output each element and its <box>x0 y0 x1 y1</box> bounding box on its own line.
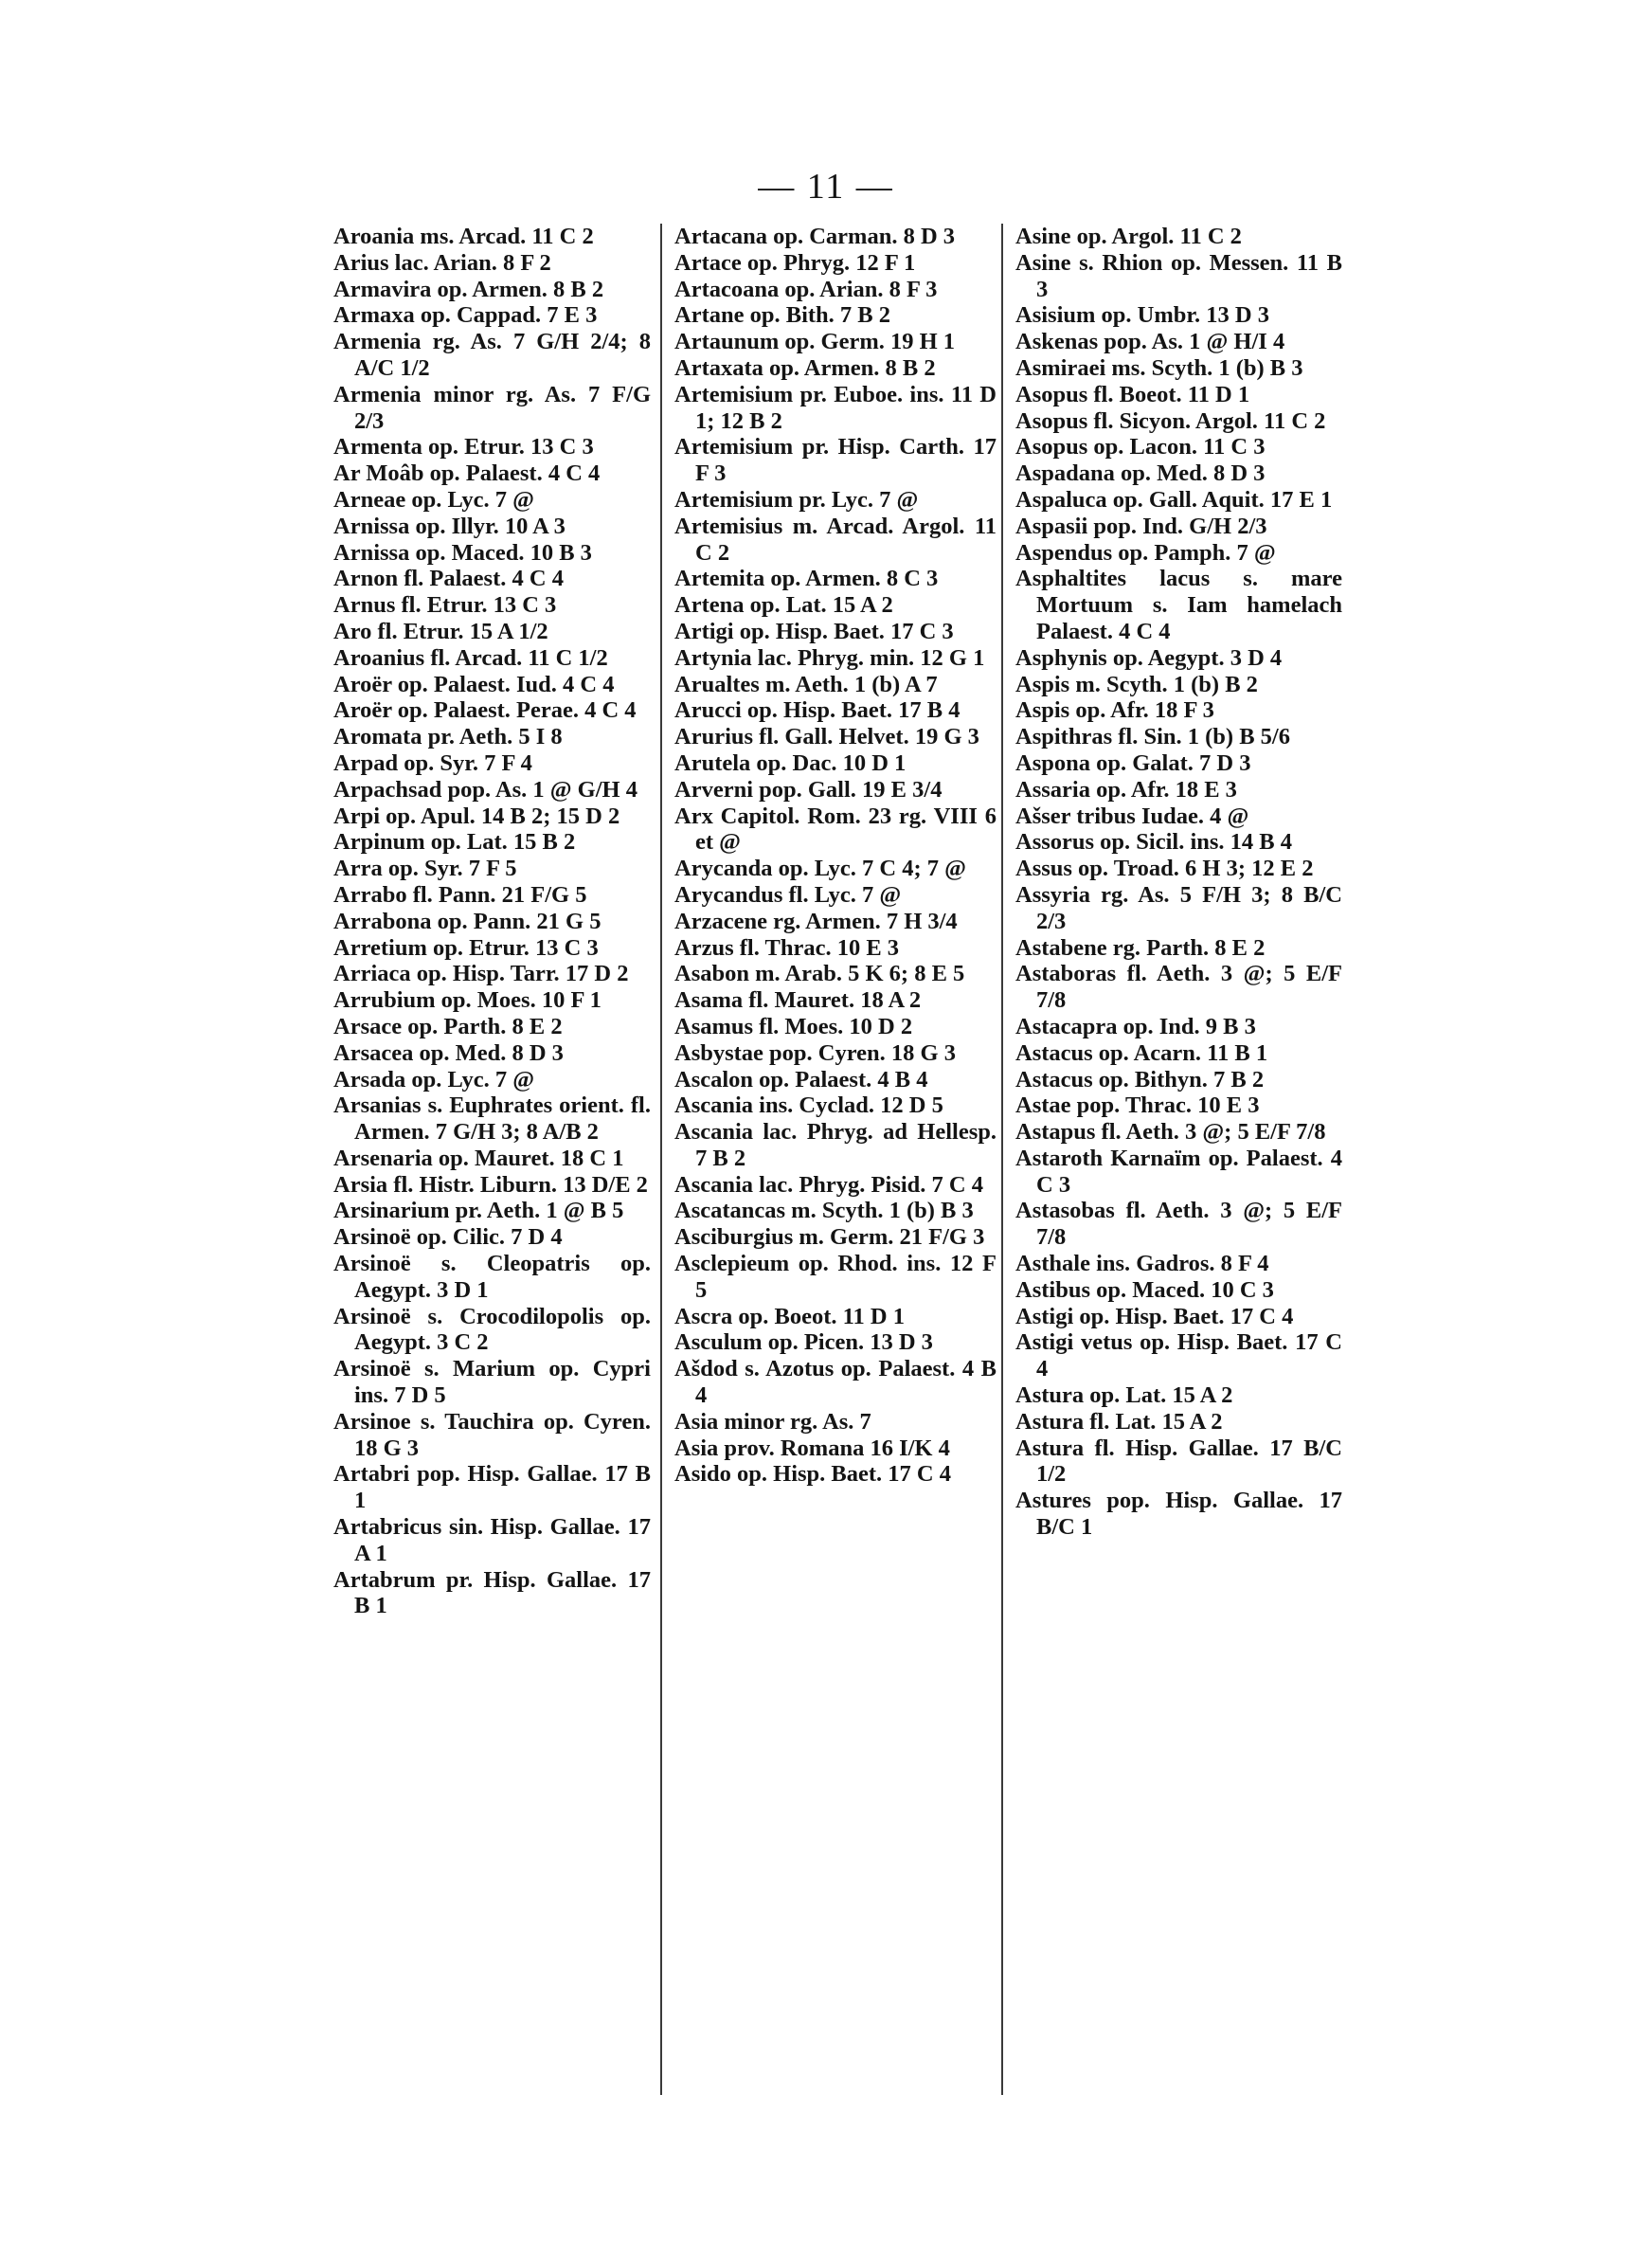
index-entry: Arsada op. Lyc. 7 @ <box>333 1066 535 1092</box>
index-entry: Aspasii pop. Ind. G/H 2/3 <box>1015 513 1267 539</box>
index-entry: Arverni pop. Gall. 19 E 3/4 <box>674 776 943 803</box>
index-entry: Arra op. Syr. 7 F 5 <box>333 856 517 882</box>
column-divider-1 <box>660 224 662 2095</box>
index-entry: Arrabo fl. Pann. 21 F/G 5 <box>333 881 587 908</box>
index-entry: Asopus fl. Sicyon. Argol. 11 C 2 <box>1015 407 1326 434</box>
index-entry: Artabri pop. Hisp. Gallae. 17 B 1 <box>333 1461 651 1514</box>
index-entry: Ascania ins. Cyclad. 12 D 5 <box>674 1092 943 1119</box>
index-entry: Asamus fl. Moes. 10 D 2 <box>674 1013 913 1039</box>
index-entry: Astabene rg. Parth. 8 E 2 <box>1015 934 1266 961</box>
index-entry: Arpinum op. Lat. 15 B 2 <box>333 829 576 856</box>
index-entry: Astigi op. Hisp. Baet. 17 C 4 <box>1015 1303 1294 1329</box>
index-entry: Aromata pr. Aeth. 5 I 8 <box>333 724 563 750</box>
index-entry: Ašdod s. Azotus op. Palaest. 4 B 4 <box>674 1356 997 1409</box>
index-entry: Artabrum pr. Hisp. Gallae. 17 B 1 <box>333 1566 651 1619</box>
index-entry: Arriaca op. Hisp. Tarr. 17 D 2 <box>333 961 629 987</box>
index-entry: Aspis op. Afr. 18 F 3 <box>1015 697 1214 724</box>
index-entry: Aroër op. Palaest. Peraе. 4 C 4 <box>333 697 637 724</box>
index-entry: Asmiraei ms. Scyth. 1 (b) B 3 <box>1015 354 1303 381</box>
index-entry: Artacana op. Carman. 8 D 3 <box>674 224 956 249</box>
index-entry: Arneae op. Lyc. 7 @ <box>333 486 534 513</box>
index-entry: Ascatancas m. Scyth. 1 (b) B 3 <box>674 1198 974 1224</box>
index-entry: Aro fl. Etrur. 15 A 1/2 <box>333 618 548 644</box>
index-entry: Asphynis op. Aegypt. 3 D 4 <box>1015 644 1283 671</box>
index-entry: Asopus fl. Boeot. 11 D 1 <box>1015 381 1250 407</box>
index-entry: Arucci op. Hisp. Baet. 17 B 4 <box>674 697 961 724</box>
index-entry: Astura fl. Lat. 15 A 2 <box>1015 1408 1223 1435</box>
index-entry: Astacus op. Acarn. 11 B 1 <box>1015 1039 1268 1066</box>
index-column-1 <box>333 224 651 1619</box>
index-entry: Arsinoë s. Crocodilopolis op. Aegypt. 3 C 2 <box>333 1303 651 1356</box>
index-entry: Asculum op. Picen. 13 D 3 <box>674 1329 933 1356</box>
index-entry: Arnus fl. Etrur. 13 C 3 <box>333 592 557 619</box>
index-entry: Aspithras fl. Sin. 1 (b) B 5/6 <box>1015 724 1290 750</box>
index-entry: Asine s. Rhion op. Messen. 11 B 3 <box>1015 249 1342 302</box>
index-entry: Asclepieum op. Rhod. ins. 12 F 5 <box>674 1251 997 1303</box>
index-entry: Arsenaria op. Mauret. 18 C 1 <box>333 1145 624 1171</box>
index-entry: Artemisium pr. Hisp. Carth. 17 F 3 <box>674 434 997 487</box>
index-entry: Artaunum op. Germ. 19 H 1 <box>674 329 956 355</box>
index-entry: Asthale ins. Gadros. 8 F 4 <box>1015 1251 1269 1277</box>
index-entry: Arrabona op. Pann. 21 G 5 <box>333 908 602 934</box>
index-entry: Artaxata op. Armen. 8 B 2 <box>674 354 936 381</box>
index-entry: Asama fl. Mauret. 18 A 2 <box>674 987 922 1014</box>
index-column-2 <box>674 224 997 1488</box>
index-entry: Arsace op. Parth. 8 E 2 <box>333 1013 563 1039</box>
index-entry: Astaroth Karnaïm op. Palaest. 4 C 3 <box>1015 1145 1342 1198</box>
index-entry: Armenta op. Etrur. 13 C 3 <box>333 434 594 460</box>
index-entry: Askenas pop. As. 1 @ H/I 4 <box>1015 329 1285 355</box>
index-entry: Aroër op. Palaest. Iud. 4 C 4 <box>333 671 615 697</box>
index-entry: Asbystae pop. Cyren. 18 G 3 <box>674 1039 956 1066</box>
index-entry: Aspendus op. Pamph. 7 @ <box>1015 539 1276 566</box>
index-entry: Asido op. Hisp. Baet. 17 C 4 <box>674 1461 952 1488</box>
index-column-3 <box>1015 224 1342 1541</box>
page-number: — 11 — <box>758 167 894 207</box>
index-entry: Artabricus sin. Hisp. Gallae. 17 A 1 <box>333 1514 651 1566</box>
index-entry: Asine op. Argol. 11 C 2 <box>1015 224 1242 249</box>
index-entry: Ar Moâb op. Palaest. 4 C 4 <box>333 460 601 487</box>
index-entry: Assorus op. Sicil. ins. 14 B 4 <box>1015 829 1293 856</box>
index-entry: Armavira op. Armen. 8 B 2 <box>333 276 604 302</box>
index-entry: Arnon fl. Palaest. 4 C 4 <box>333 566 564 592</box>
index-entry: Aspona op. Galat. 7 D 3 <box>1015 749 1251 776</box>
index-entry: Astures pop. Hisp. Gallae. 17 B/C 1 <box>1015 1488 1342 1541</box>
index-entry: Artena op. Lat. 15 A 2 <box>674 592 893 619</box>
index-entry: Artace op. Phryg. 12 F 1 <box>674 249 916 276</box>
index-entry: Arualtes m. Aeth. 1 (b) A 7 <box>674 671 938 697</box>
index-entry: Arsinoe s. Tauchira op. Cyren. 18 G 3 <box>333 1408 651 1461</box>
index-entry: Aspadana op. Med. 8 D 3 <box>1015 460 1266 487</box>
index-entry: Astacapra op. Ind. 9 B 3 <box>1015 1013 1256 1039</box>
index-entry: Ašser tribus Iudae. 4 @ <box>1015 803 1249 829</box>
index-entry: Astibus op. Maced. 10 C 3 <box>1015 1276 1274 1303</box>
index-entry: Arsinoë s. Marium op. Cypri ins. 7 D 5 <box>333 1356 651 1409</box>
index-entry: Armenia rg. As. 7 G/H 2/4; 8 A/C 1/2 <box>333 329 651 381</box>
index-entry: Arurius fl. Gall. Helvet. 19 G 3 <box>674 724 979 750</box>
index-entry: Arx Capitol. Rom. 23 rg. VIII 6 et @ <box>674 803 997 856</box>
index-entry: Asciburgius m. Germ. 21 F/G 3 <box>674 1224 985 1251</box>
index-entry: Astura fl. Hisp. Gallae. 17 B/C 1/2 <box>1015 1435 1342 1488</box>
index-entry: Aspaluca op. Gall. Aquit. 17 E 1 <box>1015 486 1333 513</box>
index-entry: Arsia fl. Histr. Liburn. 13 D/E 2 <box>333 1171 648 1198</box>
index-entry: Astaboras fl. Aeth. 3 @; 5 E/F 7/8 <box>1015 961 1342 1014</box>
index-entry: Astacus op. Bithyn. 7 B 2 <box>1015 1066 1265 1092</box>
index-entry: Ascania lac. Phryg. Pisid. 7 C 4 <box>674 1171 983 1198</box>
index-entry: Arycanda op. Lyc. 7 C 4; 7 @ <box>674 856 966 882</box>
index-entry: Arpad op. Syr. 7 F 4 <box>333 749 532 776</box>
index-entry: Armaxa op. Cappad. 7 E 3 <box>333 302 598 329</box>
column-divider-2 <box>1001 224 1003 2095</box>
index-entry: Asia prov. Romana 16 I/K 4 <box>674 1435 950 1461</box>
index-entry: Arycandus fl. Lyc. 7 @ <box>674 881 902 908</box>
index-entry: Aspis m. Scyth. 1 (b) B 2 <box>1015 671 1258 697</box>
index-entry: Arsinoë s. Cleopatris op. Aegypt. 3 D 1 <box>333 1251 651 1303</box>
index-entry: Astapus fl. Aeth. 3 @; 5 E/F 7/8 <box>1015 1119 1326 1146</box>
index-entry: Arsinoë op. Cilic. 7 D 4 <box>333 1224 563 1251</box>
index-entry: Arrubium op. Moes. 10 F 1 <box>333 987 602 1014</box>
index-entry: Artacoana op. Arian. 8 F 3 <box>674 276 938 302</box>
index-entry: Arzus fl. Thrac. 10 E 3 <box>674 934 900 961</box>
index-entry: Asisium op. Umbr. 13 D 3 <box>1015 302 1269 329</box>
index-entry: Artane op. Bith. 7 B 2 <box>674 302 891 329</box>
index-entry: Aroania ms. Arcad. 11 C 2 <box>333 224 594 249</box>
index-entry: Arretium op. Etrur. 13 C 3 <box>333 934 599 961</box>
index-entry: Artemisius m. Arcad. Argol. 11 C 2 <box>674 513 997 566</box>
index-entry: Astasobas fl. Aeth. 3 @; 5 E/F 7/8 <box>1015 1198 1342 1251</box>
index-entry: Arsacea op. Med. 8 D 3 <box>333 1039 564 1066</box>
index-entry: Arutela op. Dac. 10 D 1 <box>674 749 907 776</box>
index-entry: Artemisium pr. Euboe. ins. 11 D 1; 12 B 2 <box>674 381 997 434</box>
index-entry: Ascra op. Boeot. 11 D 1 <box>674 1303 905 1329</box>
index-entry: Arius lac. Arian. 8 F 2 <box>333 249 551 276</box>
index-entry: Arpachsad pop. As. 1 @ G/H 4 <box>333 776 637 803</box>
index-entry: Armenia minor rg. As. 7 F/G 2/3 <box>333 381 651 434</box>
index-entry: Astigi vetus op. Hisp. Baet. 17 C 4 <box>1015 1329 1342 1382</box>
index-entry: Assus op. Troad. 6 H 3; 12 E 2 <box>1015 856 1314 882</box>
index-entry: Artynia lac. Phryg. min. 12 G 1 <box>674 644 985 671</box>
index-entry: Arnissa op. Illyr. 10 A 3 <box>333 513 566 539</box>
index-entry: Aroanius fl. Arcad. 11 C 1/2 <box>333 644 608 671</box>
index-entry: Artemisium pr. Lyc. 7 @ <box>674 486 919 513</box>
index-entry: Ascania lac. Phryg. ad Hellesp. 7 B 2 <box>674 1119 997 1171</box>
index-entry: Astura op. Lat. 15 A 2 <box>1015 1382 1233 1409</box>
index-entry: Assaria op. Afr. 18 E 3 <box>1015 776 1237 803</box>
index-entry: Asia minor rg. As. 7 <box>674 1408 871 1435</box>
index-entry: Ascalon op. Palaest. 4 B 4 <box>674 1066 928 1092</box>
index-entry: Asopus op. Lacon. 11 C 3 <box>1015 434 1266 460</box>
index-entry: Assyria rg. As. 5 F/H 3; 8 B/C 2/3 <box>1015 881 1342 934</box>
index-entry: Arnissa op. Maced. 10 B 3 <box>333 539 592 566</box>
index-entry: Arzacene rg. Armen. 7 H 3/4 <box>674 908 958 934</box>
index-entry: Asabon m. Arab. 5 K 6; 8 E 5 <box>674 961 965 987</box>
index-entry: Astae pop. Thrac. 10 E 3 <box>1015 1092 1260 1119</box>
index-entry: Arpi op. Apul. 14 B 2; 15 D 2 <box>333 803 620 829</box>
index-entry: Arsanias s. Euphrates orient. fl. Armen. 7 G/H 3; 8 A/B 2 <box>333 1092 651 1146</box>
index-entry: Arsinarium pr. Aeth. 1 @ B 5 <box>333 1198 624 1224</box>
index-entry: Asphaltites lacus s. mare Mortuum s. Iam hamelach Palaest. 4 C 4 <box>1015 566 1342 644</box>
index-entry: Artemita op. Armen. 8 C 3 <box>674 566 939 592</box>
index-entry: Artigi op. Hisp. Baet. 17 C 3 <box>674 618 954 644</box>
